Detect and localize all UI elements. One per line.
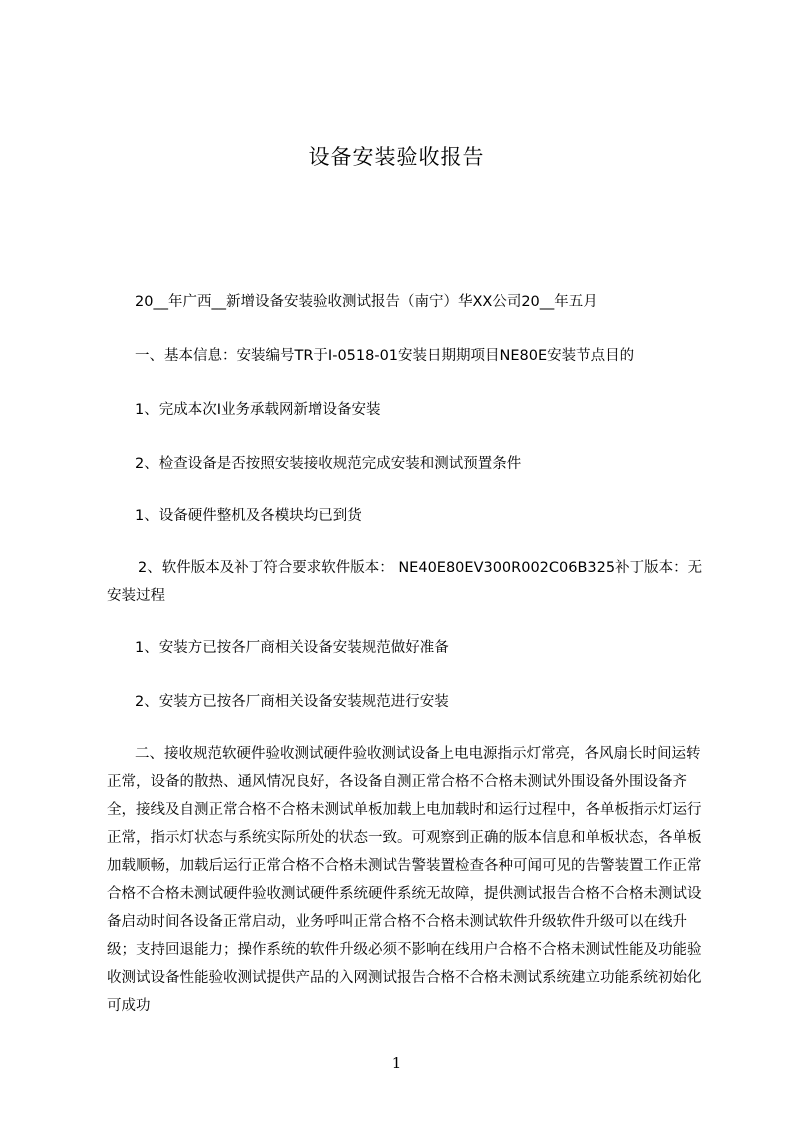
paragraph-process-1: 1、安装方已按各厂商相关设备安装规范做好准备 (135, 640, 449, 656)
paragraph-process-2: 2、安装方已按各厂商相关设备安装规范进行安装 (135, 694, 449, 710)
paragraph-acceptance-spec: 二、接收规范软硬件验收测试硬件验收测试设备上电电源指示灯常亮，各风扇长时间运转正常，设备的散热、通风情况良好，各设备自测正常合格不合格未测试外围设备外围设备齐全，接线及自测正常合格不合格未测试单板加载上电加载时和运行过程中，各单板指示灯运行正常，指示灯状态与系统实际所处的状态一致。可观察到正确的版本信息和单板状态，各单板加载顺畅，加载后运行正常合格不合格未测试告警装置检查各种可闻可见的告警装置工作正常合格不合格未测试硬件验收测试硬件系统硬件系统无故障，提供测试报告合格不合格未测试设备启动时间各设备正常启动，业务呼叫正常合格不合格未测试软件升级软件升级可以在线升级；支持回退能力；操作系统的软件升级必须不影响在线用户合格不合格未测试性能及功能验收测试设备性能验收测试提供产品的入网测试报告合格不合格未测试系统建立功能系统初始化可成功 (107, 746, 702, 1014)
paragraph-purpose-2: 2、检查设备是否按照安装接收规范完成安装和测试预置条件 (135, 456, 522, 472)
paragraph-precondition-1: 1、设备硬件整机及各模块均已到货 (135, 508, 362, 524)
paragraph-header-line: 20__年广西__新增设备安装验收测试报告（南宁）华XX公司20__年五月 (135, 294, 598, 310)
paragraph-basic-info: 一、基本信息：安装编号TR于I-0518-01安装日期期项目NE80E安装节点目的 (135, 348, 635, 364)
paragraph-purpose-1: 1、完成本次I业务承载网新增设备安装 (135, 402, 381, 418)
paragraph-precondition-2: 2、软件版本及补丁符合要求软件版本： NE40E80EV300R002C06B325补丁版本：无安装过程 (107, 560, 703, 604)
page-title: 设备安装验收报告 (308, 145, 485, 169)
page-number: 1 (391, 1054, 402, 1072)
